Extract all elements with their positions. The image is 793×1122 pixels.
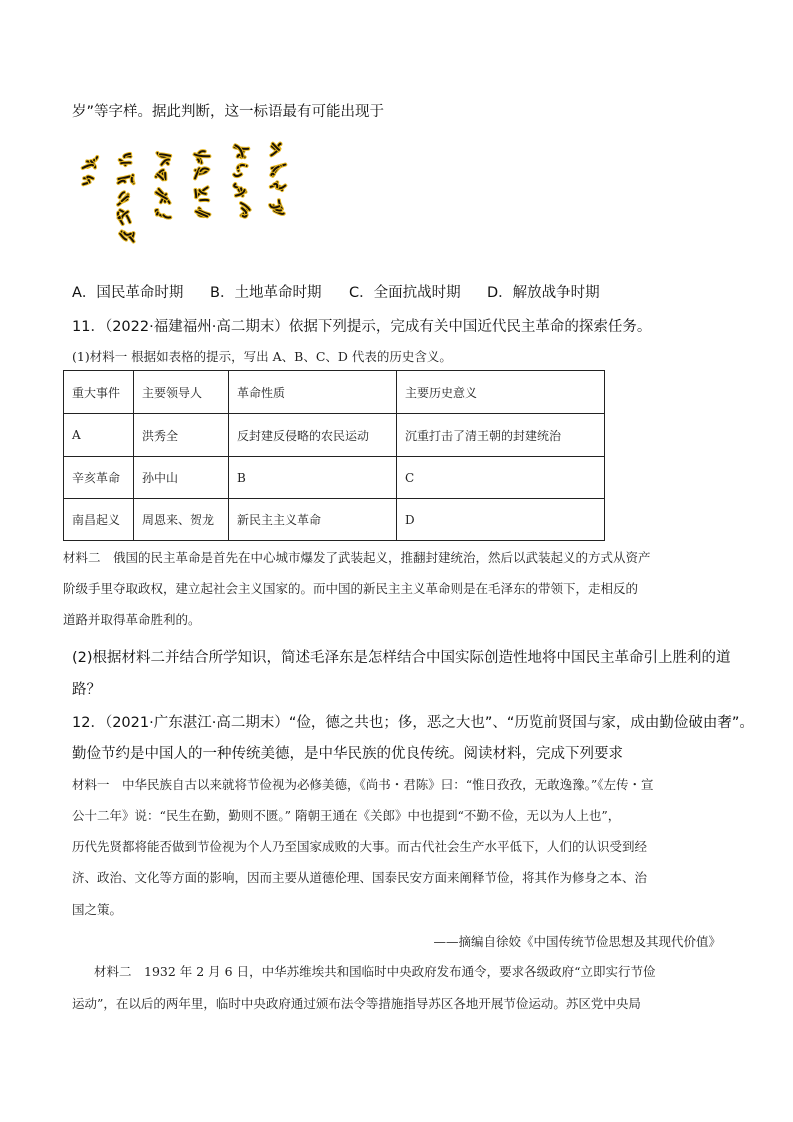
table-header-cell: 主要历史意义 [397, 371, 605, 414]
material1-line: 公十二年》说：“民生在勤，勤则不匮。” 隋朝王通在《关郎》中也提到“不勤不俭，无以为人上也”， [72, 808, 621, 823]
material2-line: 材料二 俄国的民主革命是首先在中心城市爆发了武装起义，推翻封建统治，然后以武装起义的方式从资产 [63, 550, 651, 565]
question-11-stem: 11．（2022·福建福州·高二期末）依据下列提示，完成有关中国近代民主革命的探索任务。 [72, 319, 652, 335]
material1-line: 济、政治、文化等方面的影响，因而主要从道德伦理、国泰民安方面来阐释节俭，将其作为修身之本、治 [72, 870, 648, 885]
table-header-cell: 主要领导人 [134, 371, 229, 414]
table-header-cell: 革命性质 [229, 371, 397, 414]
table-cell: A [64, 414, 134, 457]
option-b[interactable]: B．土地革命时期 [210, 285, 322, 301]
question-11-part2: (2)根据材料二并结合所学知识，简述毛泽东是怎样结合中国实际创造性地将中国民主革命引上胜利的道 [72, 650, 731, 666]
answer-options [72, 281, 600, 302]
table-cell: D [397, 499, 605, 541]
calligraphy-stroke [132, 178, 133, 182]
table-cell: 沉重打击了清王朝的封建统治 [397, 414, 605, 457]
question-10-tail: 岁”等字样。据此判断，这一标语最有可能出现于 [72, 104, 385, 120]
calligraphy-stroke [195, 190, 196, 197]
table-header-cell: 重大事件 [64, 371, 134, 414]
question-11-part1: (1)材料一 根据如表格的提示，写出 A、B、C、D 代表的历史含义。 [72, 349, 452, 364]
table-cell: B [229, 457, 397, 499]
calligraphy-slogan-image [72, 135, 298, 253]
calligraphy-stroke [119, 217, 120, 218]
material2-line: 阶级手里夺取政权，建立起社会主义国家的。而中国的新民主主义革命则是在毛泽东的带领下，走相反的 [63, 581, 639, 596]
question-12-stem: 12．（2021·广东湛江·高二期末）“俭，德之共也；侈，恶之大也”、“历览前贤国与家，成由勤俭破由奢”。 [72, 715, 754, 731]
table-row [64, 414, 605, 457]
material1-line: 材料一 中华民族自古以来就将节俭视为必修美德，《尚书・君陈》曰：“惟日孜孜，无敢逸豫。”《左传・宣 [72, 777, 654, 792]
material2-line: 运动”，在以后的两年里，临时中央政府通过颁布法令等措施指导苏区各地开展节俭运动。苏区党中央局 [72, 996, 641, 1011]
table-cell: 南昌起义 [64, 499, 134, 541]
table-row [64, 457, 605, 499]
calligraphy-stroke [83, 183, 87, 184]
option-a[interactable]: A．国民革命时期 [72, 285, 184, 301]
option-d[interactable]: D．解放战争时期 [487, 285, 600, 301]
question-11-part2: 路？ [72, 682, 101, 698]
table-cell: 洪秀全 [134, 414, 229, 457]
table-row [64, 499, 605, 541]
calligraphy-stroke [157, 213, 158, 215]
table-header-row [64, 371, 605, 414]
material2-line: 材料二 1932 年 2 月 6 日，中华苏维埃共和国临时中央政府发布通令，要求各级政府“立即实行节俭 [94, 964, 656, 979]
table-cell: 周恩来、贺龙 [134, 499, 229, 541]
table-cell: 辛亥革命 [64, 457, 134, 499]
calligraphy-stroke [121, 163, 130, 164]
material2-line: 道路并取得革命胜利的。 [63, 612, 201, 627]
question-12-stem: 勤俭节约是中国人的一种传统美德，是中华民族的优良传统。阅读材料，完成下列要求 [72, 746, 623, 762]
option-c[interactable]: C．全面抗战时期 [349, 285, 461, 301]
material1-line: 国之策。 [72, 902, 123, 917]
table-cell: C [397, 457, 605, 499]
history-table [63, 370, 605, 541]
material1-source: ——摘编自徐姣《中国传统节俭思想及其现代价值》 [433, 934, 721, 949]
table-cell: 孙中山 [134, 457, 229, 499]
table-cell: 反封建反侵略的农民运动 [229, 414, 397, 457]
table-cell: 新民主主义革命 [229, 499, 397, 541]
material1-line: 历代先贤都将能否做到节俭视为个人乃至国家成败的大事。而古代社会生产水平低下，人们的认识受到经 [72, 839, 648, 854]
